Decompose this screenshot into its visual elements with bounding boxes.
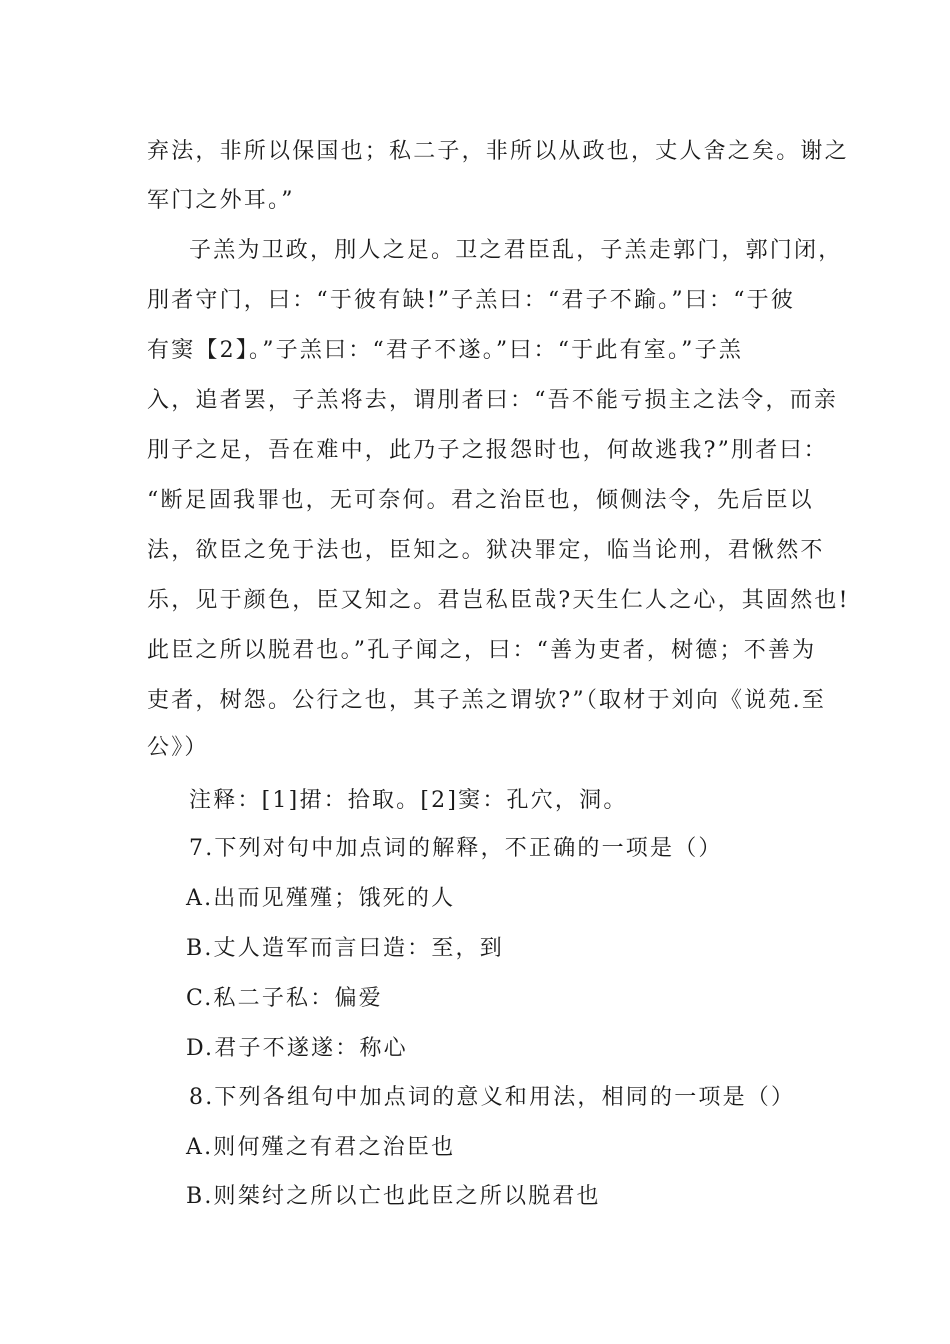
question-7-stem: 7.下列对句中加点词的解释，不正确的一项是（） bbox=[189, 836, 723, 861]
passage-line: 此臣之所以脱君也。”孔子闻之，曰：“善为吏者，树德；不善为 bbox=[147, 638, 817, 663]
passage-line: 乐，见于颜色，臣又知之。君岂私臣哉?天生仁人之心，其固然也! bbox=[147, 588, 850, 613]
question-8-option-b: B.则桀纣之所以亡也此臣之所以脱君也 bbox=[186, 1184, 601, 1209]
passage-line: 子羔为卫政，刖人之足。卫之君臣乱，子羔走郭门，郭门闭， bbox=[189, 238, 843, 263]
question-7-option-c: C.私二子私：偏爱 bbox=[186, 986, 383, 1011]
footnote: 注释：[1]捃：拾取。[2]窦：孔穴，洞。 bbox=[189, 788, 628, 813]
passage-line: 入，追者罢，子羔将去，谓刖者曰：“吾不能亏损主之法令，而亲 bbox=[147, 388, 839, 413]
passage-line: 刖者守门，曰：“于彼有缺!”子羔曰：“君子不踰。”曰：“于彼 bbox=[147, 288, 796, 313]
passage-line: 军门之外耳。” bbox=[147, 188, 295, 213]
question-7-option-d: D.君子不遂遂：称心 bbox=[186, 1036, 408, 1061]
passage-line: 刖子之足，吾在难中，此乃子之报怨时也，何故逃我?”刖者曰： bbox=[147, 438, 828, 463]
passage-line: 吏者，树怨。公行之也，其子羔之谓欤?”（取材于刘向《说苑.至 bbox=[147, 688, 827, 713]
passage-line: “断足固我罪也，无可奈何。君之治臣也，倾侧法令，先后臣以 bbox=[147, 488, 814, 513]
passage-line: 法，欲臣之免于法也，臣知之。狱决罪定，临当论刑，君愀然不 bbox=[147, 538, 825, 563]
passage-line: 弃法，非所以保国也；私二子，非所以从政也，丈人舍之矣。谢之 bbox=[147, 139, 849, 164]
passage-line: 有窦【2】。”子羔曰：“君子不遂。”曰：“于此有室。”子羔 bbox=[147, 338, 744, 363]
question-7-option-b: B.丈人造军而言曰造：至，到 bbox=[186, 936, 504, 961]
question-7-option-a: A.出而见殣殣；饿死的人 bbox=[186, 886, 456, 911]
passage-line: 公》） bbox=[147, 735, 209, 760]
question-8-option-a: A.则何殣之有君之治臣也 bbox=[186, 1135, 456, 1160]
question-8-stem: 8.下列各组句中加点词的意义和用法，相同的一项是（） bbox=[189, 1085, 796, 1110]
